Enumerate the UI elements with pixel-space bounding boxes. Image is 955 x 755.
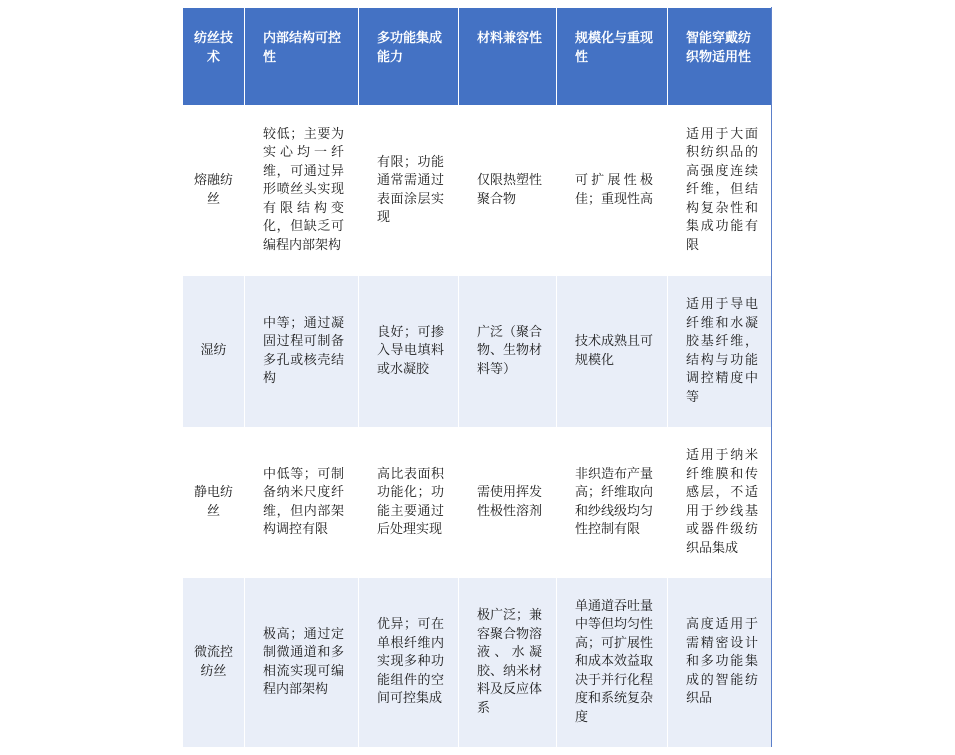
table-row	[183, 428, 773, 578]
table-cell: 优异；可在单根纤维内实现多种功能组件的空间可控集成	[359, 578, 459, 748]
table-cell: 高度适用于需精密设计和多功能集成的智能纺织品	[668, 578, 773, 748]
table-cell: 较低；主要为实心均一纤维，可通过异形喷丝头实现有限结构变化，但缺乏可编程内部架构	[245, 106, 359, 276]
table-cell: 高比表面积功能化；功能主要通过后处理实现	[359, 428, 459, 578]
header-structure-control: 内部结构可控性	[245, 8, 359, 106]
row-label: 熔融纺丝	[183, 106, 245, 276]
table-cell: 非织造布产量高；纤维取向和纱线级均匀性控制有限	[557, 428, 668, 578]
table-cell: 极广泛；兼容聚合物溶液、水凝胶、纳米材料及反应体系	[459, 578, 557, 748]
table-cell: 技术成熟且可规模化	[557, 276, 668, 428]
table-cell: 广泛（聚合物、生物材料等）	[459, 276, 557, 428]
table-cell: 适用于导电纤维和水凝胶基纤维，结构与功能调控精度中等	[668, 276, 773, 428]
table-row	[183, 106, 773, 276]
table-row	[183, 276, 773, 428]
table-cell: 中等；通过凝固过程可制备多孔或核壳结构	[245, 276, 359, 428]
table-cell: 中低等；可制备纳米尺度纤维，但内部架构调控有限	[245, 428, 359, 578]
row-label: 静电纺丝	[183, 428, 245, 578]
table-cell: 适用于大面积纺织品的高强度连续纤维，但结构复杂性和集成功能有限	[668, 106, 773, 276]
table-cell: 适用于纳米纤维膜和传感层，不适用于纱线基或器件级纺织品集成	[668, 428, 773, 578]
header-scalability: 规模化与重现性	[557, 8, 668, 106]
header-spinning-tech: 纺丝技术	[183, 8, 245, 106]
row-label: 微流控纺丝	[183, 578, 245, 748]
table-cell: 需使用挥发性极性溶剂	[459, 428, 557, 578]
table-cell: 仅限热塑性聚合物	[459, 106, 557, 276]
header-multifunction: 多功能集成能力	[359, 8, 459, 106]
table-row	[183, 578, 773, 748]
table-cell: 有限；功能通常需通过表面涂层实现	[359, 106, 459, 276]
table-cell: 可扩展性极佳；重现性高	[557, 106, 668, 276]
header-material-compat: 材料兼容性	[459, 8, 557, 106]
comparison-table	[182, 7, 773, 748]
header-wearable-suitability: 智能穿戴纺织物适用性	[668, 8, 773, 106]
table-cell: 良好；可掺入导电填料或水凝胶	[359, 276, 459, 428]
row-label: 湿纺	[183, 276, 245, 428]
table-border-right	[771, 7, 772, 747]
table-cell: 极高；通过定制微通道和多相流实现可编程内部架构	[245, 578, 359, 748]
table-cell: 单通道吞吐量中等但均匀性高；可扩展性和成本效益取决于并行化程度和系统复杂度	[557, 578, 668, 748]
table-header-row	[183, 8, 773, 106]
